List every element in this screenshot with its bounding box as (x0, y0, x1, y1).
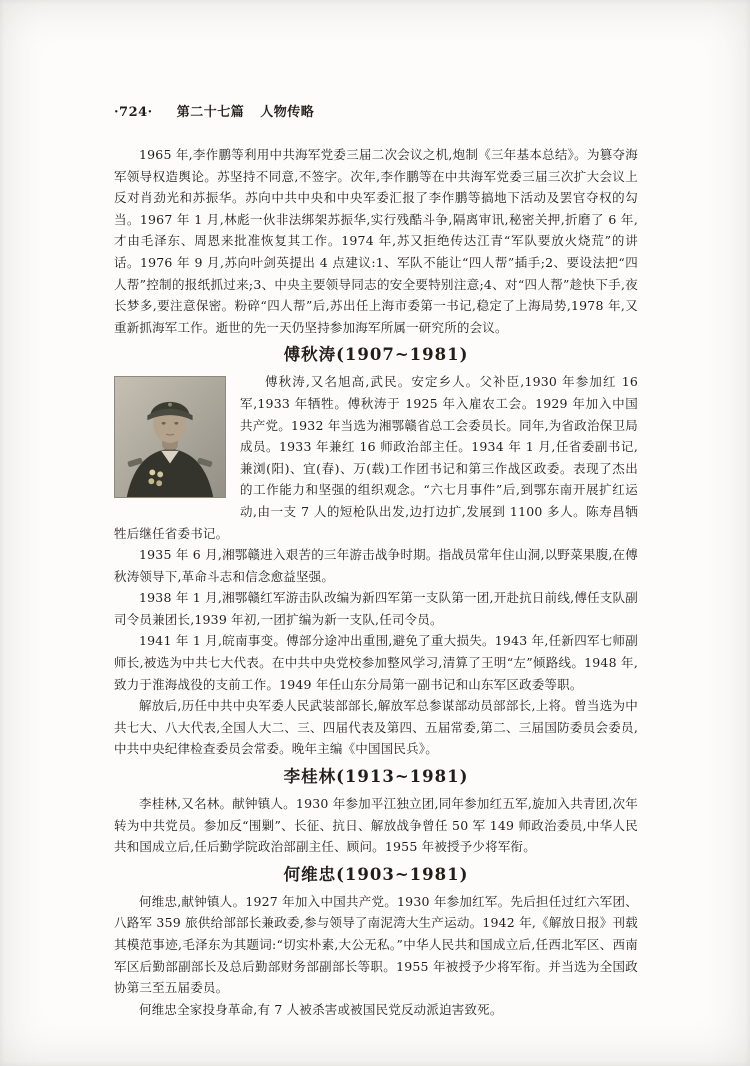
bio-paragraph: 1941 年 1 月,皖南事变。傅部分途冲出重围,避免了重大损失。1943 年,任新四军七师副师长,被选为中共七大代表。在中共中央党校参加整风学习,清算了王明“左”倾路线。1948 年,致力于淮海战役的支前工作。1949 年任山东分局第一副书记和山东军区政委等职。 (114, 633, 638, 692)
heading-he-weizhong: 何维忠(1903~1981) (283, 864, 469, 884)
chapter-title: 人物传略 (260, 105, 315, 120)
page-body (114, 144, 638, 1020)
bio-paragraph: 何维忠,献钟镇人。1927 年加入中国共产党。1930 年参加红军。先后担任过红六军团、八路军 359 旅供给部部长兼政委,参与领导了南泥湾大生产运动。1942 年,《解放日报》刊载其模范事迹,毛泽东为其题词:“切实朴素,大公无私。”中华人民共和国成立后,任西北军区、西南军区后勤部副部长及总后勤部财务部副部长等职。1955 年被授予少将军衔。并当选为全国政协第三至五届委员。 (114, 893, 638, 996)
bio-fu-qiutao-lead (114, 371, 638, 544)
heading-li-guilin: 李桂林(1913~1981) (283, 767, 469, 787)
bio-paragraph: 1938 年 1 月,湘鄂赣红军游击队改编为新四军第一支队第一团,开赴抗日前线,傅任支队副司令员兼团长,1939 年初,一团扩编为新一支队,任司令员。 (114, 590, 638, 627)
bio-paragraph: 解放后,历任中共中央军委人民武装部部长,解放军总参谋部动员部部长,上将。曾当选为中共七大、八大代表,全国人大二、三、四届代表及第四、五届常委,第二、三届国防委员会委员,中共中央纪律检查委员会常委。晚年主编《中国国民兵》。 (114, 698, 638, 757)
bio-paragraph: 傅秋涛,又名旭高,武民。安定乡人。父补臣,1930 年参加红 16 军,1933 年牺牲。傅秋涛于 1925 年入雇农工会。1929 年加入中国共产党。1932 年当选为湘鄂赣省总工会委员长。同年,为省政治保卫局成员。1933 年兼红 16 师政治部主任。1934 年 1 月,任省委副书记,兼浏(阳)、宜(春)、万(载)工作团书记和第三作战区政委。表现了杰出的工作能力和坚强的组织观念。“六七月事件”后,到鄂东南开展扩红运动,由一支 7 人的短枪队出发,边打边扩,发展到 1100 多人。陈寿昌牺牲后继任省委书记。 (114, 374, 638, 541)
bio-paragraph: 李桂林,又名林。献钟镇人。1930 年参加平江独立团,同年参加红五军,旋加入共青团,次年转为中共党员。参加反“围剿”、长征、抗日、解放战争曾任 50 军 149 师政治委员,中华人民共和国成立后,任后勤学院政治部副主任、顾问。1955 年被授予少将军衔。 (114, 796, 638, 855)
fu-qiutao-portrait-photo (114, 376, 226, 498)
bio-paragraph: 1935 年 6 月,湘鄂赣进入艰苦的三年游击战争时期。指战员常年住山洞,以野菜果腹,在傅秋涛领导下,革命斗志和信念愈益坚强。 (114, 547, 638, 584)
chapter-number: 第二十七篇 (176, 105, 245, 120)
bio-paragraph: 何维忠全家投身革命,有 7 人被杀害或被国民党反动派迫害致死。 (139, 1001, 503, 1017)
heading-fu-qiutao: 傅秋涛(1907~1981) (283, 345, 469, 365)
paragraph-su-zhenhua-continuation: 1965 年,李作鹏等利用中共海军党委三届二次会议之机,炮制《三年基本总结》。为篡夺海军领导权造舆论。苏坚持不同意,不签字。次年,李作鹏等在中共海军党委三届三次扩大会议上反对肖劲光和苏振华。苏向中共中央和中央军委汇报了李作鹏等搞地下活动及罢官夺权的勾当。1967 年 1 月,林彪一伙非法绑架苏振华,实行残酷斗争,隔离审讯,秘密关押,折磨了 6 年,才由毛泽东、周恩来批准恢复其工作。1974 年,苏又拒绝传达江青“军队要放火烧荒”的讲话。1976 年 9 月,苏向叶剑英提出 4 点建议:1、军队不能让“四人帮”插手;2、要设法把“四人帮”控制的报纸抓过来;3、中央主要领导同志的安全要特别注意;4、对“四人帮”趁快下手,夜长梦多,要注意保密。粉碎“四人帮”后,苏出任上海市委第一书记,稳定了上海局势,1978 年,又重新抓海军工作。逝世的先一天仍坚持参加海军所属一研究所的会议。 (114, 147, 638, 335)
page-number: ·724· (114, 105, 153, 120)
running-head (114, 104, 638, 122)
